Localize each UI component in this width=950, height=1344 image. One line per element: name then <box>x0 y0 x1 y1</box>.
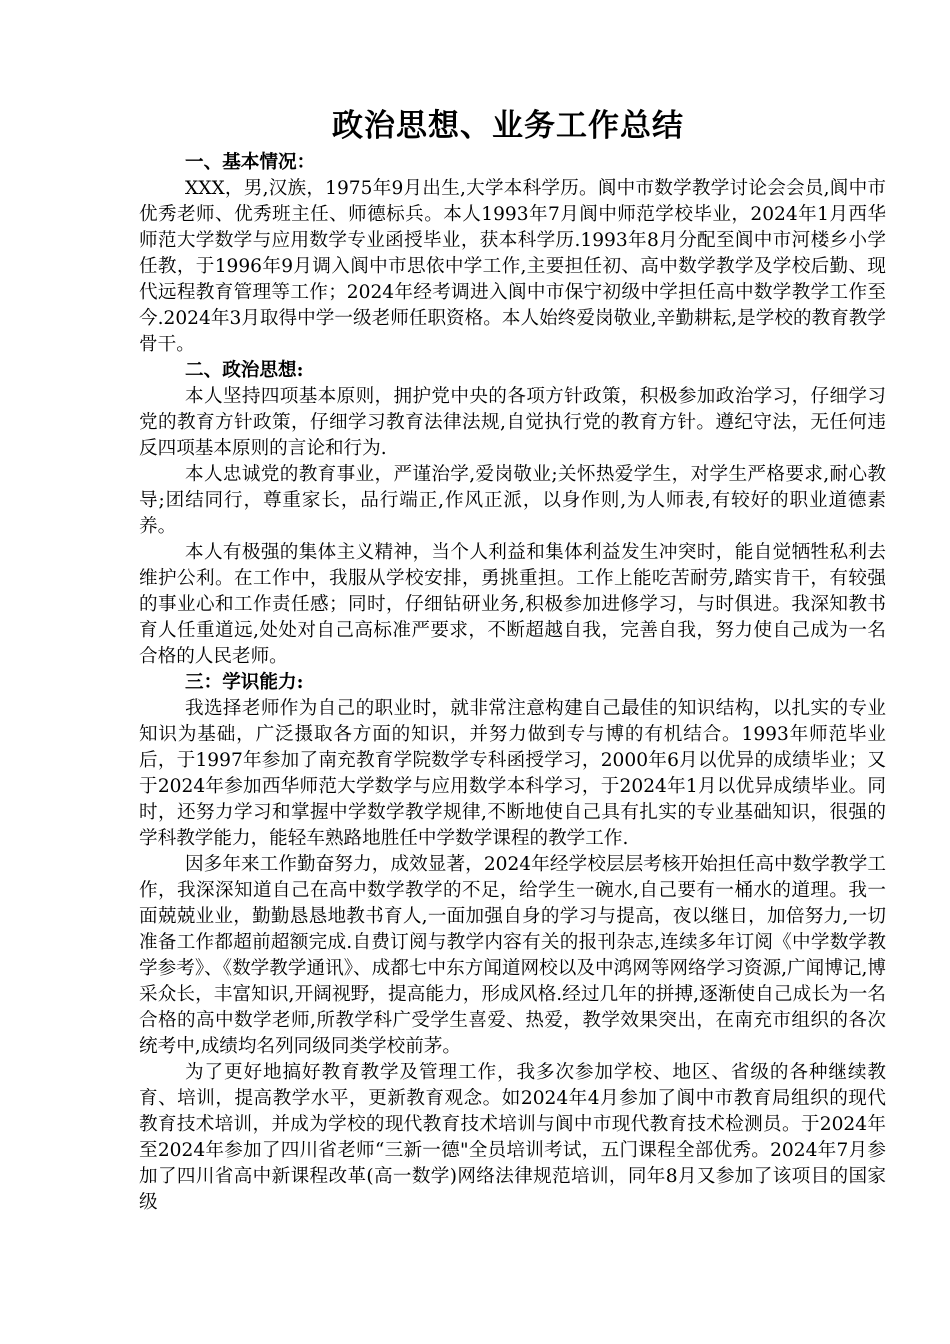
paragraph-political-1: 本人坚持四项基本原则，拥护党中央的各项方针政策，积极参加政治学习，仔细学习党的教育方针政策，仔细学习教育法律法规,自觉执行党的教育方针。遵纪守法，无任何违反四项基本原则的言论和行为. <box>139 386 886 459</box>
paragraph-political-3: 本人有极强的集体主义精神，当个人利益和集体利益发生冲突时，能自觉牺牲私利去维护公利。在工作中，我服从学校安排，勇挑重担。工作上能吃苦耐劳,踏实肯干，有较强的事业心和工作责任感；同时，仔细钻研业务,积极参加进修学习，与时俱进。我深知教书育人任重道远,处处对自己高标准严要求，不断超越自我，完善自我，努力使自己成为一名合格的人民老师。 <box>139 542 886 667</box>
section-heading-political-thought: 二、政治思想: <box>185 360 304 381</box>
paragraph-knowledge-2: 因多年来工作勤奋努力，成效显著，2024年经学校层层考核开始担任高中数学教学工作，我深深知道自己在高中数学教学的不足，给学生一碗水,自己要有一桶水的道理。我一面兢兢业业，勤勤恳恳地教书育人,一面加强自身的学习与提高，夜以继日，加倍努力,一切准备工作都超前超额完成.自费订阅与教学内容有关的报刊杂志,连续多年订阅《中学数学教学参考》、《数学教学通讯》、成都七中东方闻道网校以及中鸿网等网络学习资源,广闻博记,博采众长，丰富知识,开阔视野，提高能力，形成风格.经过几年的拼搏,逐渐使自己成长为一名合格的高中数学老师,所教学科广受学生喜爱、热爱，教学效果突出，在南充市组织的各次统考中,成绩均名列同级同类学校前茅。 <box>139 854 886 1057</box>
paragraph-knowledge-1: 我选择老师作为自己的职业时，就非常注意构建自己最佳的知识结构，以扎实的专业知识为基础，广泛摄取各方面的知识，并努力做到专与博的有机结合。1993年师范毕业后，于1997年参加了南充教育学院数学专科函授学习，2000年6月以优异的成绩毕业；又于2024年参加西华师范大学数学与应用数学本科学习，于2024年1月以优异成绩毕业。同时，还努力学习和掌握中学数学教学规律,不断地使自己具有扎实的专业基础知识，很强的学科教学能力，能轻车熟路地胜任中学数学课程的教学工作. <box>139 698 886 849</box>
paragraph-knowledge-3: 为了更好地搞好教育教学及管理工作，我多次参加学校、地区、省级的各种继续教育、培训，提高教学水平，更新教育观念。如2024年4月参加了阆中市教育局组织的现代教育技术培训，并成为学校的现代教育技术培训与阆中市现代教育技术检测员。于2024年至2024年参加了四川省老师“三新一德"全员培训考试，五门课程全部优秀。2024年7月参加了四川省高中新课程改革(高一数学)网络法律规范培训，同年8月又参加了该项目的国家级 <box>139 1062 886 1213</box>
paragraph-political-2: 本人忠诚党的教育事业，严谨治学,爱岗敬业;关怀热爱学生，对学生严格要求,耐心教导;团结同行，尊重家长，品行端正,作风正派，以身作则,为人师表,有较好的职业道德素养。 <box>139 464 886 537</box>
document-body <box>139 150 886 1216</box>
section-heading-basic-info: 一、基本情况： <box>185 152 316 173</box>
section-heading-knowledge-ability: 三：学识能力: <box>185 672 304 693</box>
paragraph-basic-info: XXX，男,汉族，1975年9月出生,大学本科学历。阆中市数学教学讨论会会员,阆中市优秀老师、优秀班主任、师德标兵。本人1993年7月阆中师范学校毕业，2024年1月西华师范大学数学与应用数学专业函授毕业，获本科学历.1993年8月分配至阆中市河楼乡小学任教，于1996年9月调入阆中市思依中学工作,主要担任初、高中数学教学及学校后勤、现代远程教育管理等工作；2024年经考调进入阆中市保宁初级中学担任高中数学教学工作至今.2024年3月取得中学一级老师任职资格。本人始终爱岗敬业,辛勤耕耘,是学校的教育教学骨干。 <box>139 178 886 355</box>
document-title: 政治思想、业务工作总结 <box>332 108 684 144</box>
